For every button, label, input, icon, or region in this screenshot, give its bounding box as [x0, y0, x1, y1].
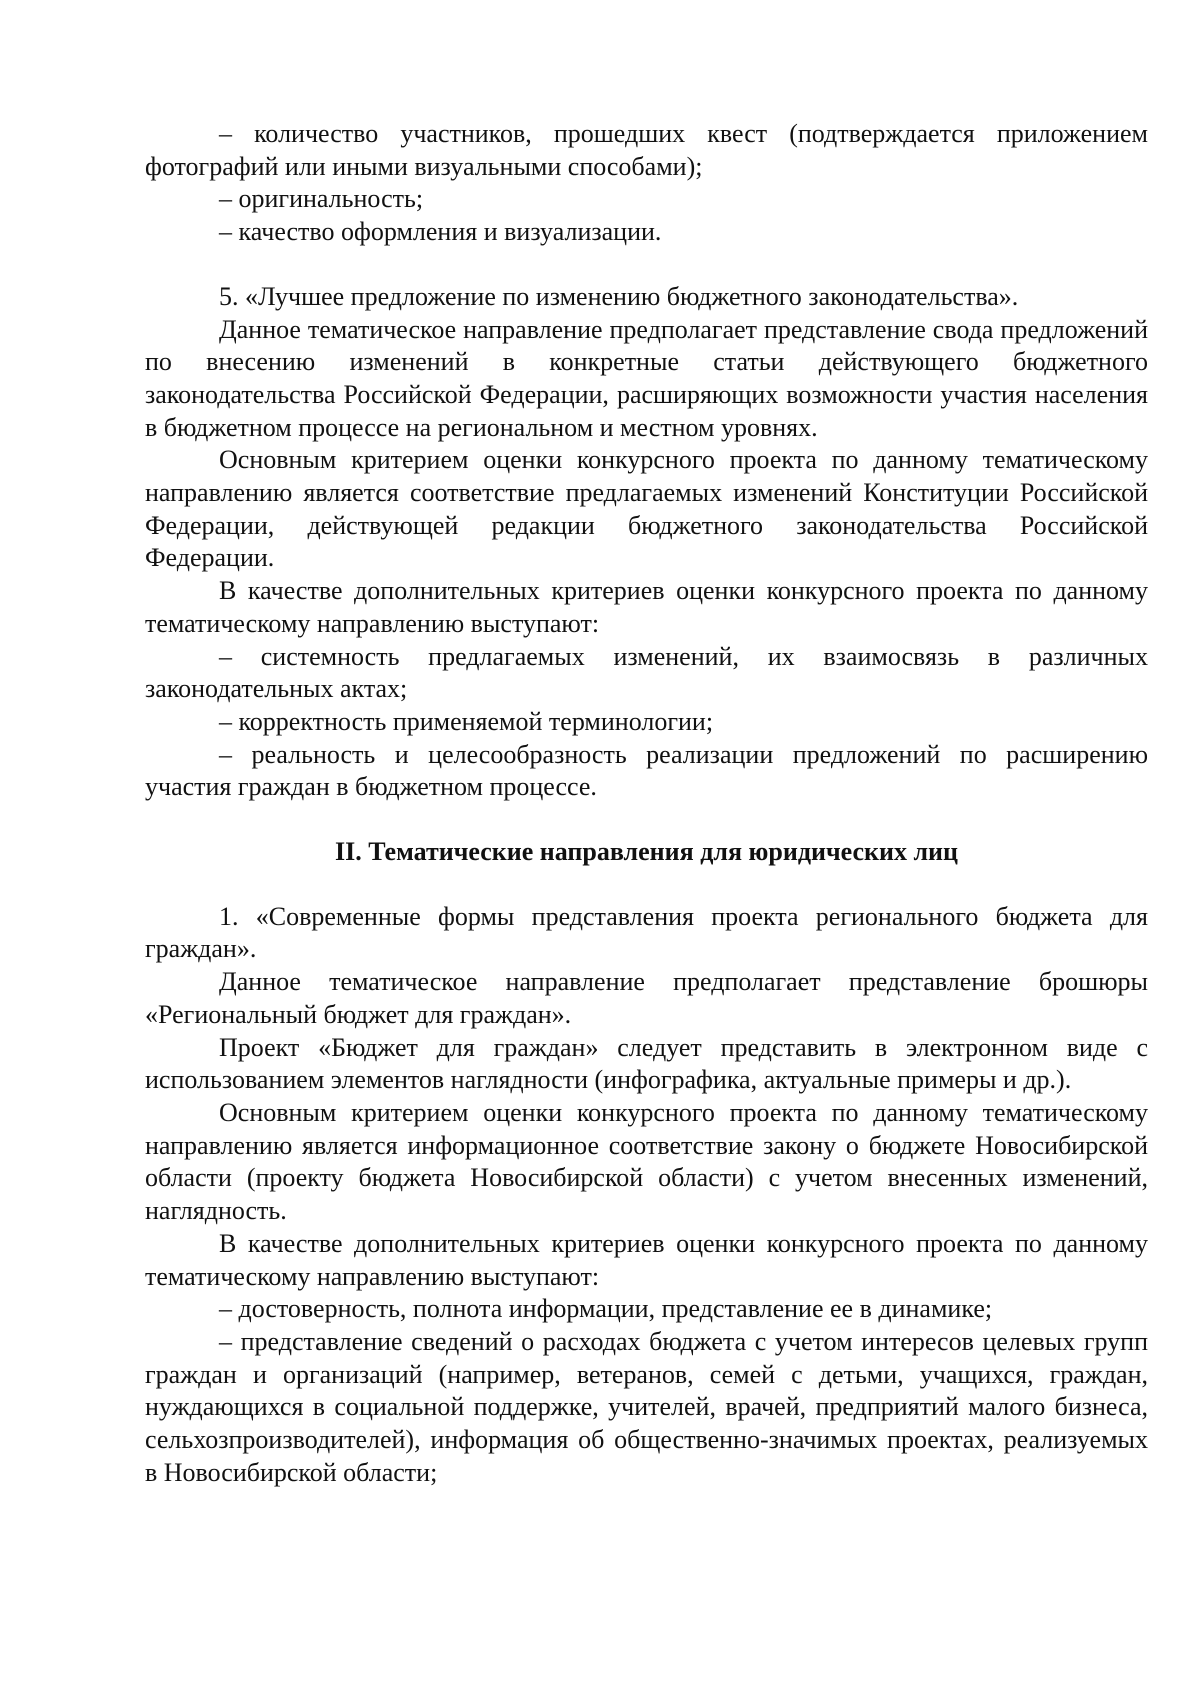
criterion-item: – реальность и целесообразность реализации предложений по расширению участия граждан в бюджетном процессе.	[145, 739, 1148, 802]
section-ii-item-1-additional-intro: В качестве дополнительных критериев оценки конкурсного проекта по данному тематическому направлению выступают:	[145, 1228, 1148, 1291]
spacer	[145, 804, 1148, 836]
section-ii-item-1-description: Данное тематическое направление предполагает представление брошюры «Региональный бюджет для граждан».	[145, 967, 1148, 1029]
criterion-item: – достоверность, полнота информации, представление ее в динамике;	[219, 1294, 993, 1324]
section-5-additional-intro: В качестве дополнительных критериев оценки конкурсного проекта по данному тематическому направлению выступают:	[145, 576, 1148, 638]
section-5-description: Данное тематическое направление предполагает представление свода предложений по внесению изменений в конкретные статьи действующего бюджетного законодательства Российской Федерации, расширяющих возможности участия населения в бюджетном процессе на региональном и местном уровнях.	[145, 314, 1148, 442]
criterion-item: – системность предлагаемых изменений, их взаимосвязь в различных законодательных актах;	[145, 641, 1148, 704]
criterion-item: – представление сведений о расходах бюджета с учетом интересов целевых групп граждан и организаций (например, ветеранов, семей с детьми, учащихся, граждан, нуждающихся в социальной поддержке, учителей, врачей, предприятий малого бизнеса, сельхозпроизводителей), информация об общественно-значимых проектах, реализуемых в Новосибирской области;	[145, 1326, 1148, 1487]
criterion-item: – корректность применяемой терминологии;	[219, 706, 714, 736]
section-5-main-criterion: Основным критерием оценки конкурсного проекта по данному тематическому направлению является соответствие предлагаемых изменений Конституции Российской Федерации, действующей редакции бюджетного законодательства Российской Федерации.	[145, 445, 1148, 573]
section-ii-item-1-main-criterion: Основным критерием оценки конкурсного проекта по данному тематическому направлению является информационное соответствие закону о бюджете Новосибирской области (проекту бюджета Новосибирской области) с учетом внесенных изменений, наглядность.	[145, 1097, 1148, 1226]
criterion-item: – качество оформления и визуализации.	[219, 217, 662, 247]
document-body	[145, 118, 1148, 1489]
section-ii-item-1-title: 1. «Современные формы представления проекта регионального бюджета для граждан».	[145, 901, 1148, 964]
spacer	[145, 869, 1148, 901]
criterion-item: – количество участников, прошедших квест (подтверждается приложением фотографий или иными визуальными способами);	[145, 119, 1148, 181]
spacer	[145, 249, 1148, 281]
section-ii-item-1-project: Проект «Бюджет для граждан» следует представить в электронном виде с использованием элементов наглядности (инфографика, актуальные примеры и др.).	[145, 1032, 1148, 1095]
criterion-item: – оригинальность;	[219, 184, 424, 214]
section-5-title: 5. «Лучшее предложение по изменению бюджетного законодательства».	[219, 281, 1019, 311]
section-ii-heading: II. Тематические направления для юридических лиц	[334, 837, 959, 867]
